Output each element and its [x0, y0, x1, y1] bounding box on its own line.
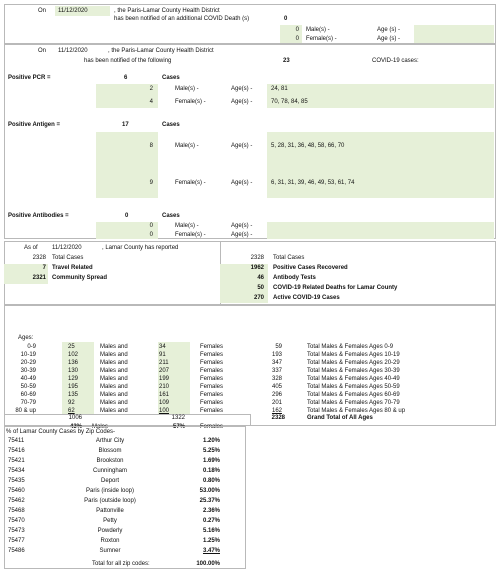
age-males-value: 129: [68, 376, 79, 382]
antigen-male-age-label: Age(s) -: [231, 143, 253, 149]
pcr-female-label: Female(s) -: [175, 99, 206, 105]
age-range: 30-39: [20, 368, 36, 374]
zip-city: Pattonville: [96, 508, 124, 514]
pcr-label: Positive PCR =: [8, 75, 51, 81]
antibodies-male-label: Male(s) -: [175, 223, 199, 229]
death-male-label: Male(s) -: [306, 27, 330, 33]
age-females-word: Females: [200, 344, 224, 350]
age-total: 59: [275, 344, 282, 350]
antigen-female-label: Female(s) -: [175, 180, 206, 186]
age-females-word: Females: [200, 352, 224, 358]
age-range: 50-59: [20, 384, 36, 390]
age-males-and: Males and: [100, 400, 128, 406]
antigen-female-ages: 6, 31, 31, 39, 46, 49, 53, 61, 74: [271, 180, 355, 186]
age-range: 60-69: [20, 392, 36, 398]
zip-code: 75435: [8, 478, 25, 484]
ages-grand-total: 2328: [271, 415, 285, 421]
zip-city: Blossom: [98, 448, 122, 454]
totals-right-value: 46: [257, 275, 264, 281]
antibodies-male-age-label: Age(s) -: [231, 223, 253, 229]
antigen-female-count: 9: [149, 180, 153, 186]
zip-total-label: Total for all zip codes:: [92, 561, 150, 567]
antibodies-male-count: 0: [149, 223, 153, 229]
age-total: 328: [271, 376, 282, 382]
age-range: 20-29: [20, 360, 36, 366]
age-total-label: Total Males & Females Ages 40-49: [307, 376, 400, 382]
age-females-value: 210: [159, 384, 170, 390]
ages-header: Ages:: [18, 335, 34, 341]
death-date: 11/12/2020: [58, 8, 88, 14]
zip-city: Roxton: [100, 538, 120, 544]
totals-left-value: 2328: [32, 255, 46, 261]
zip-pct: 5.16%: [202, 528, 220, 534]
death-female-count: 0: [295, 36, 299, 42]
zip-code: 75434: [8, 468, 25, 474]
antibodies-age-cells: [267, 222, 494, 239]
zip-pct: 0.18%: [202, 468, 220, 474]
age-total-label: Total Males & Females Ages 20-29: [307, 360, 400, 366]
antibodies-cases: Cases: [162, 213, 180, 219]
antibodies-female-age-label: Age(s) -: [231, 232, 253, 238]
age-total: 296: [271, 392, 282, 398]
zip-code: 75486: [8, 548, 25, 554]
age-males-value: 92: [68, 400, 75, 406]
totals-right-label: Positive Cases Recovered: [273, 265, 348, 271]
zip-pct: 0.80%: [202, 478, 220, 484]
death-male-count: 0: [295, 27, 299, 33]
age-females-value: 161: [159, 392, 170, 398]
pcr-total: 6: [124, 75, 128, 81]
zip-pct: 25.37%: [199, 498, 220, 504]
death-text1: , the Paris-Lamar County Health District: [114, 8, 220, 14]
zip-code: 75477: [8, 538, 25, 544]
totals-right-value: 50: [257, 285, 264, 291]
zip-pct: 1.25%: [202, 538, 220, 544]
report-as-of: As of: [24, 245, 38, 251]
antigen-male-count: 8: [149, 143, 153, 149]
death-count: 0: [284, 16, 288, 22]
death-text2: has been notified of an additional COVID Death (s): [114, 16, 250, 22]
zip-city: Cunningham: [92, 468, 128, 474]
zip-code: 75460: [8, 488, 25, 494]
age-females-word: Females: [200, 392, 224, 398]
age-males-and: Males and: [100, 408, 128, 414]
age-females-value: 207: [159, 368, 170, 374]
age-females-word: Females: [200, 376, 224, 382]
age-females-value: 34: [159, 344, 166, 350]
age-total-label: Total Males & Females Ages 10-19: [307, 352, 400, 358]
zip-city: Paris (outside loop): [84, 498, 136, 504]
death-age-cells: [414, 25, 494, 43]
report-text: , Lamar County has reported: [102, 245, 179, 251]
age-females-word: Females: [200, 408, 224, 414]
age-total: 193: [271, 352, 282, 358]
notify-on: On: [38, 48, 47, 54]
pcr-male-label: Male(s) -: [175, 86, 199, 92]
pcr-female-age-label: Age(s) -: [231, 99, 253, 105]
zip-code: 75421: [8, 458, 25, 464]
age-total-label: Total Males & Females Ages 30-39: [307, 368, 400, 374]
totals-right-value: 2328: [250, 255, 264, 261]
zip-code: 75470: [8, 518, 25, 524]
zip-pct: 1.69%: [202, 458, 220, 464]
totals-left-label: Total Cases: [52, 255, 84, 261]
age-males-value: 62: [68, 408, 75, 414]
death-female-age-label: Age (s) -: [377, 36, 401, 42]
totals-left-label: Community Spread: [52, 275, 108, 281]
totals-right-label: Total Cases: [273, 255, 305, 261]
death-on: On: [38, 8, 47, 14]
age-range: 40-49: [20, 376, 36, 382]
age-total: 347: [271, 360, 282, 366]
age-total-label: Total Males & Females Ages 0-9: [307, 344, 394, 350]
age-males-value: 135: [68, 392, 79, 398]
ages-females-word: Females: [200, 424, 224, 430]
pcr-male-count: 2: [149, 86, 153, 92]
zip-pct: 5.25%: [202, 448, 220, 454]
zip-city: Deport: [100, 478, 119, 484]
notify-text1: , the Paris-Lamar County Health District: [108, 48, 214, 54]
age-females-value: 100: [159, 408, 170, 414]
totals-right-value: 1962: [250, 265, 264, 271]
zip-city: Paris (inside loop): [85, 488, 135, 494]
antibodies-female-count: 0: [149, 232, 153, 238]
zip-code: 75416: [8, 448, 25, 454]
pcr-cases: Cases: [162, 75, 180, 81]
age-females-value: 109: [159, 400, 170, 406]
totals-right-value: 270: [253, 295, 264, 301]
age-range: 0-9: [27, 344, 36, 350]
age-males-and: Males and: [100, 352, 128, 358]
age-males-and: Males and: [100, 384, 128, 390]
age-total: 162: [271, 408, 282, 414]
ages-female-pct: 57%: [172, 424, 185, 430]
death-female-label: Female(s) -: [306, 36, 337, 42]
age-total-label: Total Males & Females Ages 80 & up: [307, 408, 406, 414]
totals-left-value: 7: [42, 265, 46, 271]
death-male-age-label: Age (s) -: [377, 27, 401, 33]
totals-left-label: Travel Related: [52, 265, 93, 271]
age-males-and: Males and: [100, 344, 128, 350]
antigen-total: 17: [122, 122, 129, 128]
age-males-and: Males and: [100, 392, 128, 398]
antibodies-label: Positive Antibodies =: [8, 213, 69, 219]
ages-males-word: Males: [92, 424, 109, 430]
zip-title: % of Lamar County Cases by Zip Codes-: [6, 429, 116, 435]
age-males-value: 195: [68, 384, 79, 390]
totals-left-value: 2321: [32, 275, 46, 281]
ages-grand-label: Grand Total of All Ages: [307, 415, 373, 421]
zip-city: Sumner: [99, 548, 121, 554]
antigen-male-ages: 5, 28, 31, 36, 48, 58, 66, 70: [271, 143, 345, 149]
age-females-word: Females: [200, 400, 224, 406]
ages-male-total: 1006: [68, 415, 82, 421]
zip-code: 75468: [8, 508, 25, 514]
age-females-value: 211: [159, 360, 169, 366]
antigen-male-label: Male(s) -: [175, 143, 199, 149]
age-males-value: 136: [68, 360, 79, 366]
notify-date: 11/12/2020: [58, 48, 88, 54]
zip-pct: 1.20%: [202, 438, 220, 444]
ages-female-total: 1322: [171, 415, 185, 421]
totals-right-label: Antibody Tests: [273, 275, 316, 281]
zip-code: 75411: [8, 438, 25, 444]
zip-pct: 53.00%: [199, 488, 220, 494]
age-females-word: Females: [200, 368, 224, 374]
age-males-value: 102: [68, 352, 79, 358]
zip-pct: 2.36%: [202, 508, 220, 514]
zip-city: Brookston: [96, 458, 124, 464]
age-range: 80 & up: [15, 408, 36, 414]
age-males-value: 130: [68, 368, 79, 374]
age-females-word: Females: [200, 384, 224, 390]
zip-pct: 3.47%: [202, 548, 220, 554]
zip-total-pct: 100.00%: [196, 561, 220, 567]
zip-city: Powderly: [97, 528, 123, 534]
age-total-label: Total Males & Females Ages 60-69: [307, 392, 400, 398]
age-females-word: Females: [200, 360, 224, 366]
pcr-female-count: 4: [149, 99, 153, 105]
age-total-label: Total Males & Females Ages 50-59: [307, 384, 400, 390]
notify-text2: has been notified of the following: [84, 58, 172, 64]
report-date: 11/12/2020: [52, 245, 82, 251]
pcr-female-ages: 70, 78, 84, 85: [271, 99, 308, 105]
age-males-and: Males and: [100, 368, 128, 374]
ages-male-pct: 43%: [69, 424, 82, 430]
age-total-label: Total Males & Females Ages 70-79: [307, 400, 400, 406]
notify-cases-label: COVID-19 cases:: [372, 58, 419, 64]
totals-right-label: COVID-19 Related Deaths for Lamar County: [273, 285, 398, 291]
zip-code: 75473: [8, 528, 25, 534]
antibodies-female-label: Female(s) -: [175, 232, 206, 238]
age-females-value: 199: [159, 376, 170, 382]
pcr-male-age-label: Age(s) -: [231, 86, 253, 92]
age-range: 70-79: [20, 400, 36, 406]
age-males-and: Males and: [100, 376, 128, 382]
zip-pct: 0.27%: [202, 518, 220, 524]
antigen-label: Positive Antigen =: [8, 122, 60, 128]
totals-right-label: Active COVID-19 Cases: [273, 295, 340, 301]
age-total: 201: [271, 400, 282, 406]
age-females-value: 91: [159, 352, 166, 358]
antibodies-total: 0: [125, 213, 129, 219]
notify-count: 23: [283, 58, 290, 64]
age-total: 405: [271, 384, 282, 390]
zip-code: 75462: [8, 498, 25, 504]
age-males-value: 25: [68, 344, 75, 350]
age-males-and: Males and: [100, 360, 128, 366]
antigen-female-age-label: Age(s) -: [231, 180, 253, 186]
zip-city: Arthur City: [95, 438, 125, 444]
age-total: 337: [271, 368, 282, 374]
pcr-male-ages: 24, 81: [271, 86, 288, 92]
zip-city: Petty: [103, 518, 117, 524]
antigen-cases: Cases: [162, 122, 180, 128]
age-range: 10-19: [20, 352, 36, 358]
